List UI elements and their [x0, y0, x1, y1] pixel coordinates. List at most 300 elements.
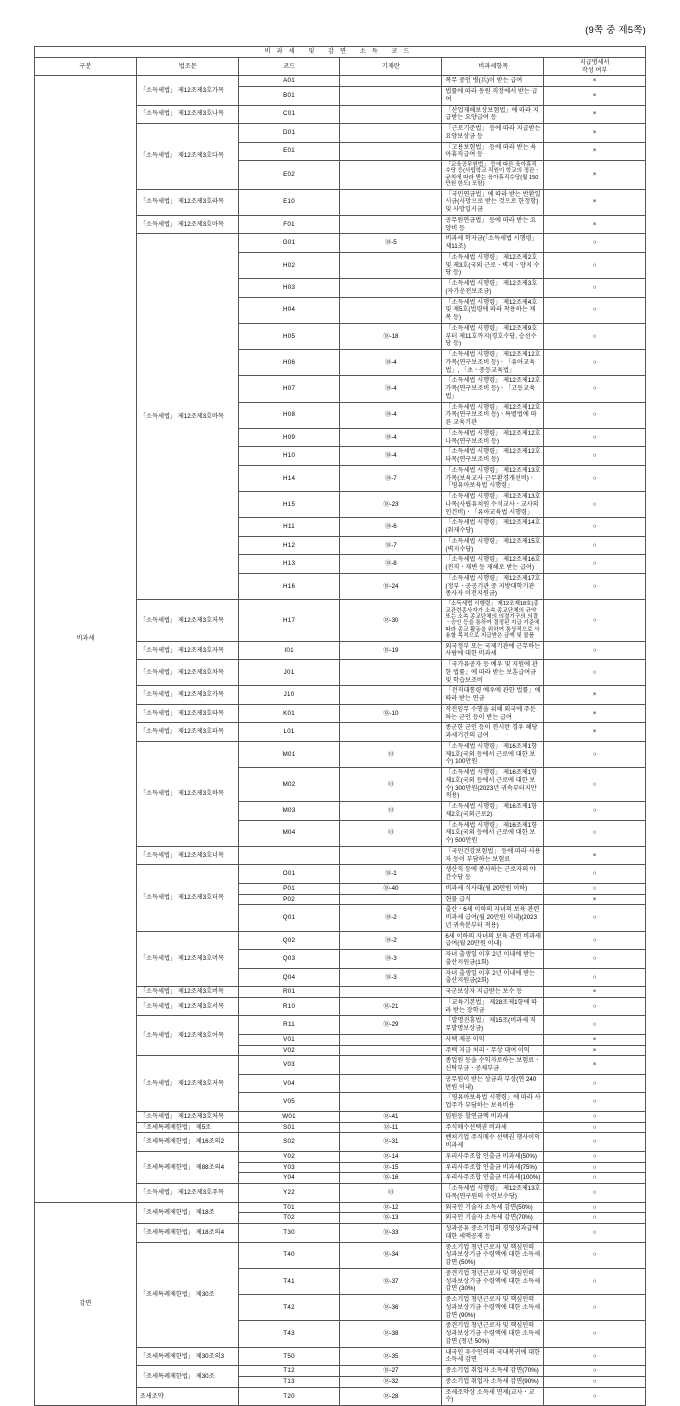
note-field-cell: ⑱-40 — [340, 883, 442, 894]
report-required-cell: ○ — [544, 350, 646, 376]
law-reference-cell: 「소득세법」 제12조제3호가목 — [136, 76, 238, 105]
item-description-cell: 「국민건강보험법」 등에 따라 사용자 등이 부담하는 보험료 — [442, 846, 544, 865]
law-reference-cell: 「소득세법」 제12조제3호마목 — [136, 215, 238, 234]
report-required-cell: ○ — [544, 573, 646, 599]
column-header-yn — [544, 57, 646, 76]
note-field-cell — [340, 189, 442, 215]
code-cell: H14 — [238, 465, 340, 491]
note-field-cell — [340, 1074, 442, 1093]
note-field-cell — [340, 686, 442, 705]
report-required-cell: ○ — [544, 536, 646, 555]
code-cell: R10 — [238, 997, 340, 1016]
code-cell: Y02 — [238, 1151, 340, 1162]
item-description-cell: 종군한 군인 등이 전시란 경우 해당 과세기간의 급여 — [442, 723, 544, 742]
report-required-cell: ○ — [544, 428, 646, 447]
note-field-cell: ⑱-14 — [340, 1151, 442, 1162]
report-required-cell: × — [544, 124, 646, 143]
item-description-cell: 「발명진흥법」 제15조(비과세 직무발명보상금) — [442, 1016, 544, 1035]
code-cell: H02 — [238, 252, 340, 278]
note-field-cell: ⑱-12 — [340, 1202, 442, 1213]
item-description-cell: 「고용보험법」 등에 따라 받는 육아휴직급여 등 — [442, 142, 544, 161]
item-description-cell: 「영유아보육법 시행령」에 따라 사업주가 부담하는 보육비용 — [442, 1093, 544, 1112]
column-header-yn-line2: 작성 여부 — [581, 66, 608, 74]
item-description-cell: 「소득세법 시행령」 제16조제1항제2호(국외근로2) — [442, 802, 544, 821]
code-cell: G01 — [238, 234, 340, 253]
code-cell: H13 — [238, 555, 340, 574]
item-description-cell: 「소득세법 시행령」 제12조제16호(전직ㆍ재변 등 재해로 받는 급여) — [442, 555, 544, 574]
code-cell: I01 — [238, 641, 340, 660]
code-cell: E01 — [238, 142, 340, 161]
item-description-cell: 종업원 등을 수익자로하는 보험료ㆍ신탁부금ㆍ공제부금 — [442, 1056, 544, 1075]
code-cell — [238, 846, 340, 865]
report-required-cell: ○ — [544, 883, 646, 894]
law-reference-cell: 「소득세법」 제12조제3호다목 — [136, 124, 238, 190]
item-description-cell: 「소득세법 시행령」 제12조제13호다목(연구원의 수련보수당) — [442, 1184, 544, 1203]
code-cell: V03 — [238, 1056, 340, 1075]
report-required-cell: ○ — [544, 802, 646, 821]
code-cell: W01 — [238, 1111, 340, 1122]
note-field-cell: ⑱-28 — [340, 1387, 442, 1406]
item-description-cell: 외국인 기술자 소득세 감면(70%) — [442, 1213, 544, 1224]
item-description-cell: 현물 급식 — [442, 894, 544, 905]
law-reference-cell: 「소득세법」 제12조제3호바목 — [136, 234, 238, 600]
code-cell: H04 — [238, 297, 340, 323]
code-cell: T01 — [238, 1202, 340, 1213]
column-header-note: 기재란 — [340, 57, 442, 76]
item-description-cell: 주식매수선택권 비과세 — [442, 1122, 544, 1133]
item-description-cell: 「소득세법 시행령」 제16조제1항제1호(국외 등에서 근로에 대한 보수) 100만원 — [442, 741, 544, 767]
column-header-gubun: 구분 — [35, 57, 137, 76]
report-required-cell: ○ — [544, 297, 646, 323]
item-description-cell: 생산직 등에 종사하는 근로자의 야간수당 등 — [442, 865, 544, 884]
note-field-cell — [340, 846, 442, 865]
report-required-cell: ○ — [544, 1295, 646, 1321]
report-required-cell: ○ — [544, 376, 646, 402]
note-field-cell: ⑱-8 — [340, 555, 442, 574]
note-field-cell — [340, 723, 442, 742]
item-description-cell: 중소기업 청년근로자 및 핵심인력 성과보상기금 수령액에 대한 소득세 감면 (90%) — [442, 1295, 544, 1321]
code-cell: O01 — [238, 865, 340, 884]
report-required-cell: ○ — [544, 1387, 646, 1406]
report-required-cell: ○ — [544, 1122, 646, 1133]
item-description-cell: 임원등 할연금액 비과세 — [442, 1111, 544, 1122]
item-description-cell: 「소득세법 시행령」 제12조제12호나목(연구보조비 등) — [442, 428, 544, 447]
item-description-cell: 복무 중인 병(兵)이 받는 급여 — [442, 76, 544, 87]
report-required-cell: ○ — [544, 741, 646, 767]
code-cell: T43 — [238, 1321, 340, 1347]
note-field-cell: ⑱-29 — [340, 1016, 442, 1035]
report-required-cell: ○ — [544, 1133, 646, 1152]
note-field-cell: ⑱-4 — [340, 428, 442, 447]
report-required-cell: × — [544, 105, 646, 124]
note-field-cell: ⑱-34 — [340, 1242, 442, 1268]
note-field-cell — [340, 1093, 442, 1112]
note-field-cell: ⑱-41 — [340, 1111, 442, 1122]
item-description-cell: 중견기업 청년근로자 및 핵심인력 성과보상기금 수령액에 대한 소득세 감면 (청년 50%) — [442, 1321, 544, 1347]
note-field-cell — [340, 87, 442, 106]
note-field-cell: ⑬ — [340, 741, 442, 767]
item-description-cell: 「산업재해보상보험법」에 따라 지급받는 요양급여 등 — [442, 105, 544, 124]
report-required-cell: ○ — [544, 279, 646, 298]
law-reference-cell: 「조세특례제한법」 제5조 — [136, 1122, 238, 1133]
note-field-cell — [340, 252, 442, 278]
note-field-cell: ⑱-27 — [340, 1366, 442, 1377]
report-required-cell: × — [544, 1045, 646, 1056]
law-reference-cell: 「조세특례제한법」 제18조 — [136, 1202, 238, 1224]
law-reference-cell: 「소득세법」 제12조제3호타목 — [136, 704, 238, 723]
code-cell: Q04 — [238, 968, 340, 987]
report-required-cell: ○ — [544, 1268, 646, 1294]
code-cell: H15 — [238, 492, 340, 518]
page-number-header: (9쪽 중 제5쪽) — [585, 25, 646, 36]
code-cell: V05 — [238, 1093, 340, 1112]
note-field-cell — [340, 105, 442, 124]
group-label-cell: 감면 — [35, 1202, 137, 1406]
report-required-cell: ○ — [544, 1151, 646, 1162]
law-reference-cell: 「소득세법」 제12조제3호파목 — [136, 723, 238, 742]
report-required-cell: ○ — [544, 1111, 646, 1122]
report-required-cell: × — [544, 1056, 646, 1075]
code-cell: H17 — [238, 600, 340, 642]
item-description-cell: 성과공유 중소기업의 경영성과급에 대한 세액공제 등 — [442, 1224, 544, 1243]
note-field-cell: ⑱-4 — [340, 447, 442, 466]
item-description-cell: 「국가유공자 등 예우 및 지원에 관한 법률」에 따라 받는 보훈급여금 및 학습보조비 — [442, 660, 544, 686]
code-cell: Y22 — [238, 1184, 340, 1203]
note-field-cell: ⑱-21 — [340, 997, 442, 1016]
item-description-cell: 조세조약상 소득세 면제(교사ㆍ교수) — [442, 1387, 544, 1406]
code-cell: Y04 — [238, 1173, 340, 1184]
report-required-cell: ○ — [544, 323, 646, 349]
note-field-cell: ⑱-36 — [340, 1295, 442, 1321]
code-cell: M02 — [238, 768, 340, 802]
code-cell: M03 — [238, 802, 340, 821]
code-cell: B01 — [238, 87, 340, 106]
code-cell: M04 — [238, 820, 340, 846]
report-required-cell: × — [544, 215, 646, 234]
code-cell: J10 — [238, 686, 340, 705]
law-reference-cell: 「소득세법」 제12조제3호처목 — [136, 1111, 238, 1122]
item-description-cell: 「전직대통령 예우에 관한 법률」에 따라 받는 연금 — [442, 686, 544, 705]
item-description-cell: 「소득세법 시행령」 제12조제12호다목(연구보조비 등) — [442, 447, 544, 466]
note-field-cell: ⑱-23 — [340, 492, 442, 518]
law-reference-cell: 「소득세법」 제12조제3호라목 — [136, 189, 238, 215]
item-description-cell: 우리사주조합 인출금 비과세(75%) — [442, 1162, 544, 1173]
report-required-cell: × — [544, 846, 646, 865]
report-required-cell: ○ — [544, 865, 646, 884]
code-cell: S01 — [238, 1122, 340, 1133]
code-cell: F01 — [238, 215, 340, 234]
report-required-cell: ○ — [544, 660, 646, 686]
item-description-cell: 국군보상자 지급받는 보수 등 — [442, 987, 544, 998]
item-description-cell: 「소득세법 시행령」 제16조제1항제1호(국외 등에서 근로에 대한 보수) 500만원 — [442, 820, 544, 846]
note-field-cell: ⑬ — [340, 820, 442, 846]
note-field-cell — [340, 660, 442, 686]
note-field-cell: ⑱-1 — [340, 865, 442, 884]
report-required-cell: ○ — [544, 234, 646, 253]
column-header-law: 법조문 — [136, 57, 238, 76]
item-description-cell: 「소득세법 시행령」 제12조제15호(벽지수당) — [442, 536, 544, 555]
code-cell: H11 — [238, 518, 340, 537]
note-field-cell: ⑱-11 — [340, 1122, 442, 1133]
code-cell: P01 — [238, 883, 340, 894]
report-required-cell: ○ — [544, 931, 646, 950]
report-required-cell: ○ — [544, 1213, 646, 1224]
law-reference-cell: 「조세특례제한법」 제16조의2 — [136, 1133, 238, 1152]
code-cell: Q03 — [238, 950, 340, 969]
item-description-cell: 공무원연금법」 등에 따라 받는 요양비 등 — [442, 215, 544, 234]
code-cell: R01 — [238, 987, 340, 998]
report-required-cell: ○ — [544, 402, 646, 428]
item-description-cell: 「교육공무원법」 등에 따른 육아휴직수당 등(사립학교 직원이 학교의 정관ㆍ규칙에 따라 받는 육아휴직수당(월 150만원 한도) 포함) — [442, 161, 544, 190]
note-field-cell: ⑬ — [340, 768, 442, 802]
note-field-cell: ⑱-3 — [340, 950, 442, 969]
code-cell: T41 — [238, 1268, 340, 1294]
note-field-cell: ⑱-18 — [340, 323, 442, 349]
report-required-cell: × — [544, 704, 646, 723]
code-cell: L01 — [238, 723, 340, 742]
note-field-cell: ⑱-6 — [340, 518, 442, 537]
report-required-cell: ○ — [544, 968, 646, 987]
item-description-cell: 공무원이 받는 상금과 부상(연 240만원 이내) — [442, 1074, 544, 1093]
code-cell: V04 — [238, 1074, 340, 1093]
note-field-cell: ⑱-5 — [340, 234, 442, 253]
note-field-cell: ⑱-4 — [340, 402, 442, 428]
item-description-cell: 외국인 기술자 소득세 감면(50%) — [442, 1202, 544, 1213]
report-required-cell: × — [544, 894, 646, 905]
code-cell: Y03 — [238, 1162, 340, 1173]
code-cell: H12 — [238, 536, 340, 555]
note-field-cell: ⑱-7 — [340, 536, 442, 555]
note-field-cell: ⑱-16 — [340, 1173, 442, 1184]
report-required-cell: × — [544, 76, 646, 87]
note-field-cell: ⑱-2 — [340, 931, 442, 950]
report-required-cell: ○ — [544, 1224, 646, 1243]
code-cell: A01 — [238, 76, 340, 87]
code-cell: V01 — [238, 1034, 340, 1045]
report-required-cell: ○ — [544, 768, 646, 802]
table-title-row — [35, 47, 646, 58]
item-description-cell: 「소득세법 시행령」 제12조제4호 및 제5호(법령에 따라 착용하는 제복 등) — [442, 297, 544, 323]
report-required-cell: × — [544, 987, 646, 998]
table-row — [35, 76, 646, 87]
page-title: 비과세 및 감면 소득 코드 — [35, 47, 646, 58]
item-description-cell: 「교육기본법」 제28조제1항에 따라 받는 장학금 — [442, 997, 544, 1016]
code-cell: H10 — [238, 447, 340, 466]
nontaxable-income-code-table — [34, 46, 646, 1406]
note-field-cell: ⑬ — [340, 802, 442, 821]
law-reference-cell: 「소득세법」 제12조제3호푸목 — [136, 1184, 238, 1203]
item-description-cell: 「소득세법 시행령」 제12조제9호부터 제11호까지(경호수당, 승선수당 등) — [442, 323, 544, 349]
item-description-cell: 「근로기준법」 등에 따라 지급받는 요양보상금 등 — [442, 124, 544, 143]
code-cell: H03 — [238, 279, 340, 298]
report-required-cell: ○ — [544, 252, 646, 278]
code-cell: M01 — [238, 741, 340, 767]
item-description-cell: 비과세 식사대(월 20만원 이하) — [442, 883, 544, 894]
note-field-cell — [340, 124, 442, 143]
report-required-cell: × — [544, 1034, 646, 1045]
code-cell: H08 — [238, 402, 340, 428]
item-description-cell: 중소기업 취업자 소득세 감면(70%) — [442, 1366, 544, 1377]
law-reference-cell: 「조세특례제한법」 제18조의4 — [136, 1224, 238, 1243]
note-field-cell: ⑱-24 — [340, 573, 442, 599]
code-cell: T30 — [238, 1224, 340, 1243]
note-field-cell — [340, 297, 442, 323]
item-description-cell: 자녀 출생일 이후 2년 이내에 받는 출산지원금(2회) — [442, 968, 544, 987]
report-required-cell: ○ — [544, 555, 646, 574]
law-reference-cell: 「소득세법」 제12조제3호너목 — [136, 846, 238, 865]
item-description-cell: 주택 지급 처리ㆍ무상 대여 이익 — [442, 1045, 544, 1056]
law-reference-cell: 「소득세법」 제12조제3호하목 — [136, 741, 238, 846]
item-description-cell: 벤처기업 주식매수 선택권 행사이익 비과세 — [442, 1133, 544, 1152]
report-required-cell: ○ — [544, 1242, 646, 1268]
note-field-cell: ⑱-31 — [340, 1133, 442, 1152]
code-cell: C01 — [238, 105, 340, 124]
code-cell: T02 — [238, 1213, 340, 1224]
note-field-cell — [340, 161, 442, 190]
code-cell: T20 — [238, 1387, 340, 1406]
report-required-cell: ○ — [544, 1321, 646, 1347]
note-field-cell — [340, 1045, 442, 1056]
note-field-cell: ⑬ — [340, 1184, 442, 1203]
code-cell: T50 — [238, 1347, 340, 1366]
code-cell: S02 — [238, 1133, 340, 1152]
report-required-cell: ○ — [544, 997, 646, 1016]
code-cell: H16 — [238, 573, 340, 599]
note-field-cell — [340, 142, 442, 161]
item-description-cell: 「소득세법 시행령」 제12조제14호(취재수당) — [442, 518, 544, 537]
report-required-cell: ○ — [544, 950, 646, 969]
code-cell: E10 — [238, 189, 340, 215]
code-cell: T42 — [238, 1295, 340, 1321]
law-reference-cell: 「소득세법」 제12조제3호저목 — [136, 600, 238, 642]
code-cell: H05 — [238, 323, 340, 349]
group-label-cell: 비과세 — [35, 76, 137, 1202]
item-description-cell: 「소득세법 시행령」 제12조제12호가목(연구보조비 등)ㆍ「고등교육법」 — [442, 376, 544, 402]
report-required-cell: × — [544, 189, 646, 215]
item-description-cell: 내국인 우수인력의 국내복귀에 대한 소득세 감면 — [442, 1347, 544, 1366]
report-required-cell: ○ — [544, 1074, 646, 1093]
note-field-cell: ⑱-15 — [340, 1162, 442, 1173]
note-field-cell: ⑱-33 — [340, 1224, 442, 1243]
report-required-cell: × — [544, 161, 646, 190]
column-header-code: 코드 — [238, 57, 340, 76]
law-reference-cell: 조세조약 — [136, 1387, 238, 1406]
report-required-cell: × — [544, 87, 646, 106]
law-reference-cell: 「소득세법」 제12조제3호더목 — [136, 865, 238, 931]
law-reference-cell: 「소득세법」 제12조제3호서목 — [136, 997, 238, 1016]
item-description-cell: 사택 제공 이익 — [442, 1034, 544, 1045]
report-required-cell: ○ — [544, 600, 646, 642]
item-description-cell: 「소득세법 시행령」 제12조제12호가목(연구보조비 등)ㆍ「유아교육법」, 「초ㆍ중등교육법」 — [442, 350, 544, 376]
law-reference-cell: 「소득세법」 제12조제3호버목 — [136, 987, 238, 998]
item-description-cell: 외국정부 또는 국제기관에 근무하는 사람에 대한 비과세 — [442, 641, 544, 660]
table-container — [34, 46, 646, 1406]
table-body — [35, 47, 646, 1406]
law-reference-cell: 「조세특례제한법」 제30조 — [136, 1242, 238, 1347]
report-required-cell: ○ — [544, 465, 646, 491]
item-description-cell: 중소기업 취업자 소득세 감면(90%) — [442, 1376, 544, 1387]
code-cell: Q02 — [238, 931, 340, 950]
report-required-cell: ○ — [544, 1016, 646, 1035]
report-required-cell: ○ — [544, 820, 646, 846]
item-description-cell: 「소득세법 시행령」 제12조제18호(종교관련종사자가 소속 종교단체의 규약 또는 소속 종교단체의 의결기구의 의결ㆍ승인 등을 통하여 결정된 지급 기준에 따라 종교 활동을 위하여 통상적으로 사용할 목적으로 지급받은 금액 및 물품 — [442, 600, 544, 642]
table-row — [35, 1202, 646, 1213]
item-description-cell: 「소득세법 시행령」 제12조제13호가목(보육교사 근무환경개선비)ㆍ「영유아보육법 시행령」 — [442, 465, 544, 491]
law-reference-cell: 「조세특례제한법」 제30조의3 — [136, 1347, 238, 1366]
column-header-yn-line1: 지급명세서 — [579, 58, 610, 66]
code-cell: J01 — [238, 660, 340, 686]
note-field-cell — [340, 894, 442, 905]
report-required-cell: × — [544, 723, 646, 742]
item-description-cell: 「소득세법 시행령」 제12조제12호가목(연구보조비 등)ㆍ특별법에 따른 교육기관 — [442, 402, 544, 428]
report-required-cell: ○ — [544, 1376, 646, 1387]
note-field-cell: ⑱-32 — [340, 1376, 442, 1387]
report-required-cell: ○ — [544, 1202, 646, 1213]
item-description-cell: 「소득세법 시행령」 제12조제2호 및 제3호(국외 근로ㆍ벽지ㆍ양지 수당 등) — [442, 252, 544, 278]
item-description-cell: 비과세 학자금(「소득세법 시행령」 제11조) — [442, 234, 544, 253]
item-description-cell: 중소기업 청년근로자 및 핵심인력 성과보상기금 수령액에 대한 소득세 감면 (50%) — [442, 1242, 544, 1268]
column-header-item: 비과세항목 — [442, 57, 544, 76]
report-required-cell: × — [544, 686, 646, 705]
report-required-cell: ○ — [544, 1366, 646, 1377]
code-cell: R11 — [238, 1016, 340, 1035]
item-description-cell: 우리사주조합 인출금 비과세(100%) — [442, 1173, 544, 1184]
note-field-cell: ⑱-38 — [340, 1321, 442, 1347]
note-field-cell: ⑱-37 — [340, 1268, 442, 1294]
note-field-cell: ⑱-13 — [340, 1213, 442, 1224]
note-field-cell: ⑱-10 — [340, 704, 442, 723]
note-field-cell: ⑱-19 — [340, 641, 442, 660]
code-cell: V02 — [238, 1045, 340, 1056]
law-reference-cell: 「소득세법」 제12조제3호머목 — [136, 931, 238, 987]
item-description-cell: 출산ㆍ6세 이하의 자녀의 보육 관련 비과세 급여(월 20만원 이내)(2023년 귀속분부터 적용) — [442, 905, 544, 931]
note-field-cell — [340, 1034, 442, 1045]
report-required-cell: ○ — [544, 492, 646, 518]
item-description-cell: 「소득세법 시행령」 제16조제1항제1호(국외 등에서 근로에 대한 보수) 300만원(2023년 귀속부터지만 적용) — [442, 768, 544, 802]
law-reference-cell: 「소득세법」 제12조제3호저목 — [136, 1056, 238, 1112]
item-description-cell: 자녀 출생일 이후 2년 이내에 받는 출산지원금(1회) — [442, 950, 544, 969]
code-cell: T40 — [238, 1242, 340, 1268]
note-field-cell — [340, 215, 442, 234]
report-required-cell: ○ — [544, 641, 646, 660]
item-description-cell: 우리사주조합 인출금 비과세(50%) — [442, 1151, 544, 1162]
item-description-cell: 작전임무 수행을 위해 외국에 주둔하는 군인 등이 받는 급여 — [442, 704, 544, 723]
note-field-cell: ⑱-4 — [340, 376, 442, 402]
item-description-cell: 「소득세법 시행령」 제12조제3호(자가운전보조금) — [442, 279, 544, 298]
code-cell: T13 — [238, 1376, 340, 1387]
item-description-cell: 6세 이하의 자녀의 보육 관련 비과세 급여(월 20만원 이내) — [442, 931, 544, 950]
report-required-cell: ○ — [544, 518, 646, 537]
note-field-cell: ⑱-7 — [340, 465, 442, 491]
note-field-cell: ⑱-35 — [340, 1347, 442, 1366]
law-reference-cell: 「소득세법」 제12조제3호나목 — [136, 105, 238, 124]
report-required-cell: ○ — [544, 447, 646, 466]
report-required-cell: ○ — [544, 1093, 646, 1112]
code-cell: P02 — [238, 894, 340, 905]
law-reference-cell: 「소득세법」 제12조제3호자목 — [136, 641, 238, 660]
note-field-cell: ⑱-4 — [340, 350, 442, 376]
code-cell: K01 — [238, 704, 340, 723]
code-cell: H07 — [238, 376, 340, 402]
report-required-cell: ○ — [544, 1184, 646, 1203]
code-cell: H06 — [238, 350, 340, 376]
item-description-cell: 법률에 따라 동원 직장에서 받는 급여 — [442, 87, 544, 106]
law-reference-cell: 「조세특례제한법」 제88조의4 — [136, 1151, 238, 1183]
code-cell: H09 — [238, 428, 340, 447]
table-header-row — [35, 57, 646, 76]
note-field-cell: ⑱-30 — [340, 600, 442, 642]
item-description-cell: 「소득세법 시행령」 제12조제17호(정부ㆍ공공기관 중 지방대학기관 종사자 이전지원금) — [442, 573, 544, 599]
